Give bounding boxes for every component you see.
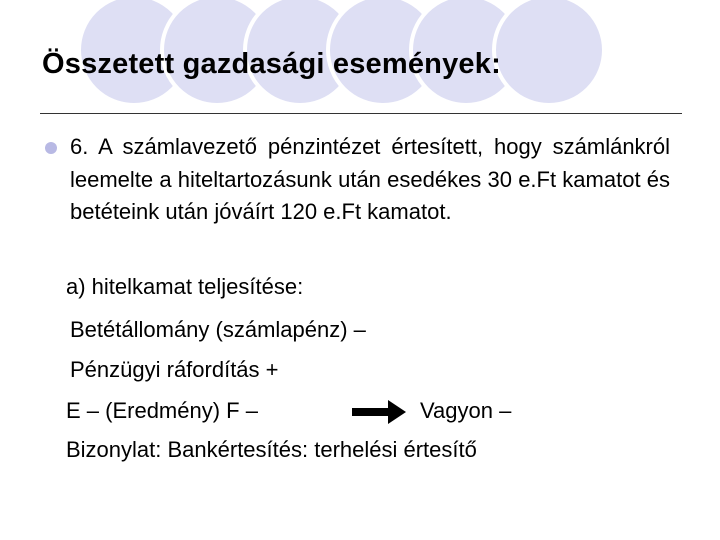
circle-bullet-icon xyxy=(45,142,57,154)
event-paragraph: 6. A számlavezető pénzintézet értesített, hogy számlánkról leemelte a hiteltartozásunk után esedékes 30 e.Ft kamatot és betéteink után jóváírt 120 e.Ft kamatot. xyxy=(70,134,670,225)
result-right: Vagyon – xyxy=(420,398,512,423)
document-line: Bizonylat: Bankértesítés: terhelési értesítő xyxy=(66,437,477,462)
subheading: a) hitelkamat teljesítése: xyxy=(66,274,304,299)
right-arrow-icon xyxy=(352,399,408,425)
deco-circle xyxy=(494,0,604,105)
entry-line-expense: Pénzügyi ráfordítás + xyxy=(70,357,279,382)
title-divider xyxy=(40,113,682,114)
slide-title: Összetett gazdasági események: xyxy=(42,48,501,80)
entry-line-debit: Betétállomány (számlapénz) – xyxy=(70,317,366,342)
result-left: E – (Eredmény) F – xyxy=(66,398,258,423)
